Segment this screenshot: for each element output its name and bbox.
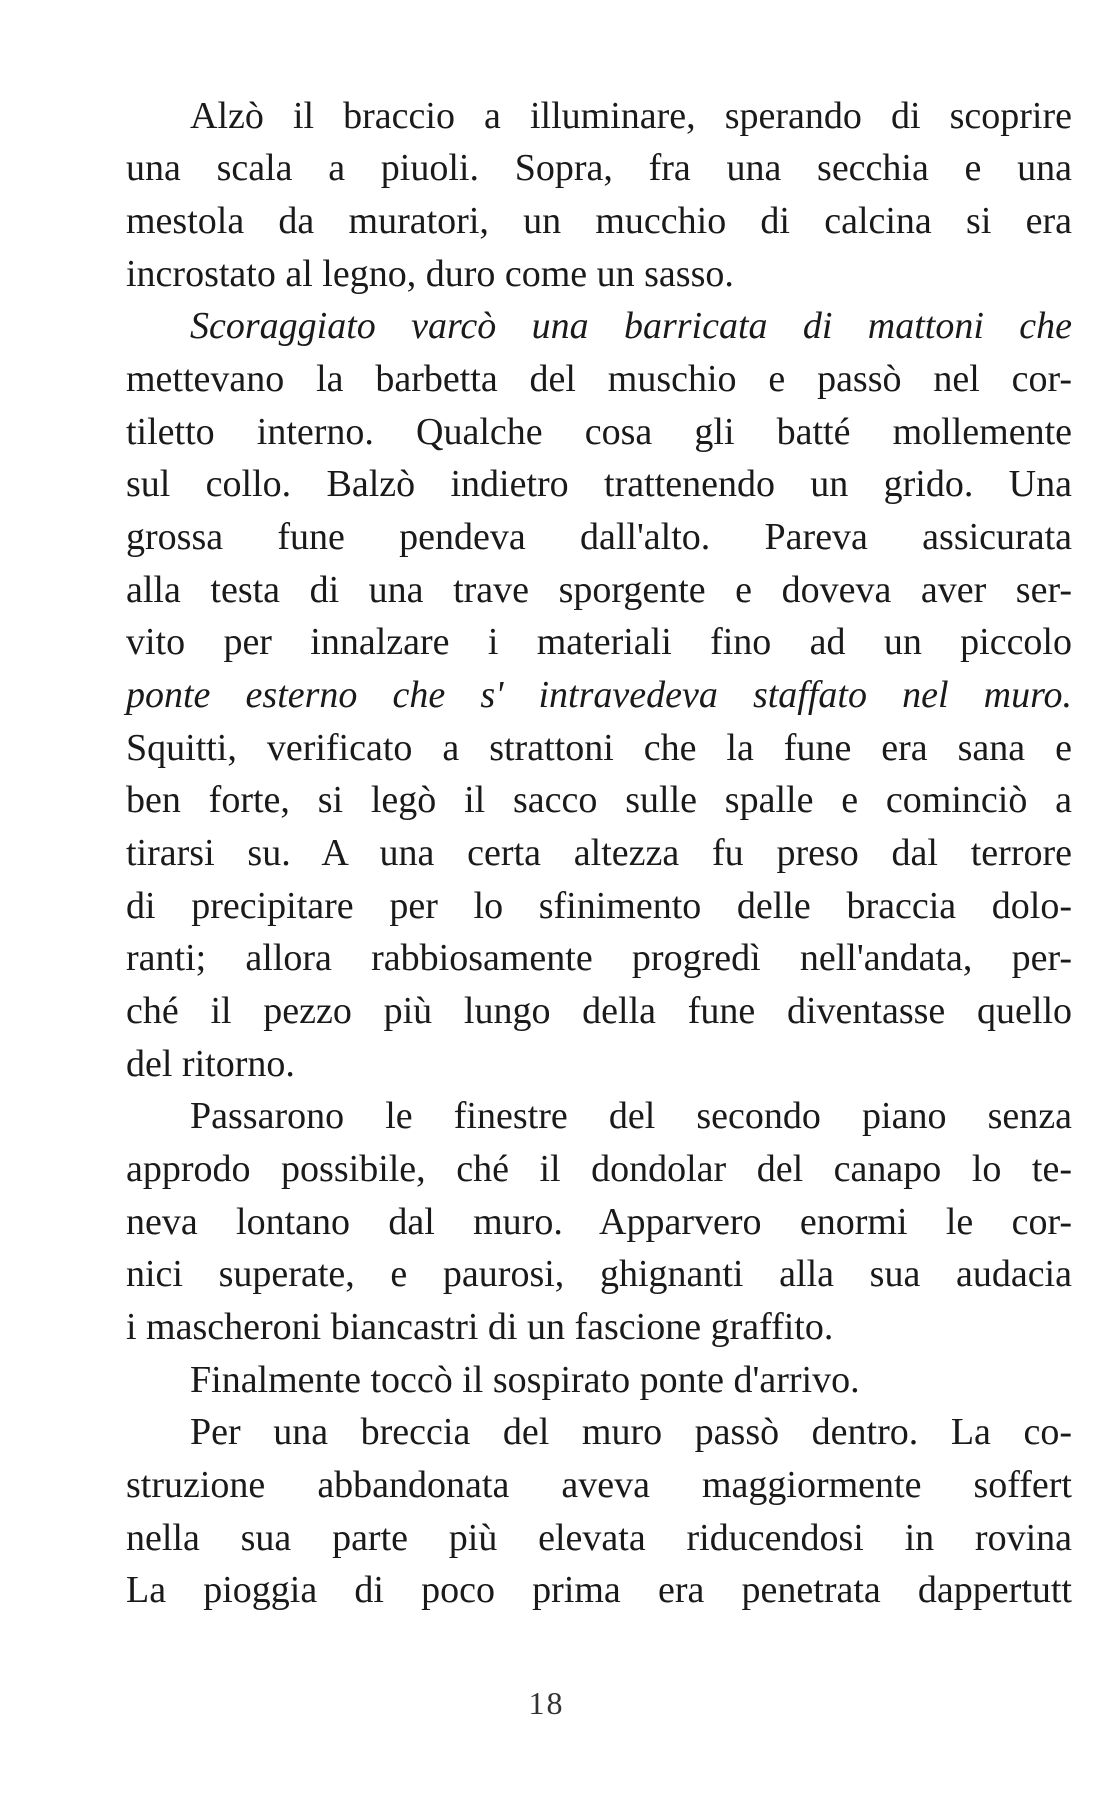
text-line: ranti; allora rabbiosamente progredì nell'andata, per-: [126, 937, 1072, 979]
text-line: La pioggia di poco prima era penetrata dappertutt: [126, 1569, 1072, 1611]
text-line: neva lontano dal muro. Apparvero enormi le cor-: [126, 1201, 1072, 1243]
text-line: mettevano la barbetta del muschio e passò nel cor-: [126, 358, 1072, 400]
text-line: di precipitare per lo sfinimento delle braccia dolo-: [126, 885, 1072, 927]
text-line: Per una breccia del muro passò dentro. La co-: [190, 1411, 1072, 1453]
text-line: Alzò il braccio a illuminare, sperando di scoprire: [190, 95, 1072, 137]
text-line: Squitti, verificato a strattoni che la fune era sana e: [126, 727, 1072, 769]
text-line: tiletto interno. Qualche cosa gli batté mollemente: [126, 411, 1072, 453]
text-line: ponte esterno che s' intravedeva staffato nel muro.: [126, 674, 1072, 716]
text-line: Passarono le finestre del secondo piano senza: [190, 1095, 1072, 1137]
text-line: mestola da muratori, un mucchio di calcina si era: [126, 200, 1072, 242]
text-line: una scala a piuoli. Sopra, fra una secchia e una: [126, 147, 1072, 189]
text-line: nici superate, e paurosi, ghignanti alla sua audacia: [126, 1253, 1072, 1295]
text-line: sul collo. Balzò indietro trattenendo un grido. Una: [126, 463, 1072, 505]
text-line: vito per innalzare i materiali fino ad un piccolo: [126, 621, 1072, 663]
text-line: del ritorno.: [126, 1043, 295, 1085]
text-line: alla testa di una trave sporgente e doveva aver ser-: [126, 569, 1072, 611]
text-line: grossa fune pendeva dall'alto. Pareva assicurata: [126, 516, 1072, 558]
text-line: Finalmente toccò il sospirato ponte d'arrivo.: [190, 1359, 860, 1401]
text-line: approdo possibile, ché il dondolar del canapo lo te-: [126, 1148, 1072, 1190]
text-line: ben forte, si legò il sacco sulle spalle e cominciò a: [126, 779, 1072, 821]
text-line: tirarsi su. A una certa altezza fu preso dal terrore: [126, 832, 1072, 874]
page-number: 18: [528, 1685, 565, 1721]
text-line: struzione abbandonata aveva maggiormente soffert: [126, 1464, 1072, 1506]
text-line: nella sua parte più elevata riducendosi in rovina: [126, 1517, 1072, 1559]
text-line: i mascheroni biancastri di un fascione graffito.: [126, 1306, 834, 1348]
text-line: incrostato al legno, duro come un sasso.: [126, 253, 734, 295]
text-line: ché il pezzo più lungo della fune diventasse quello: [126, 990, 1072, 1032]
text-line: Scoraggiato varcò una barricata di mattoni che: [190, 305, 1072, 347]
